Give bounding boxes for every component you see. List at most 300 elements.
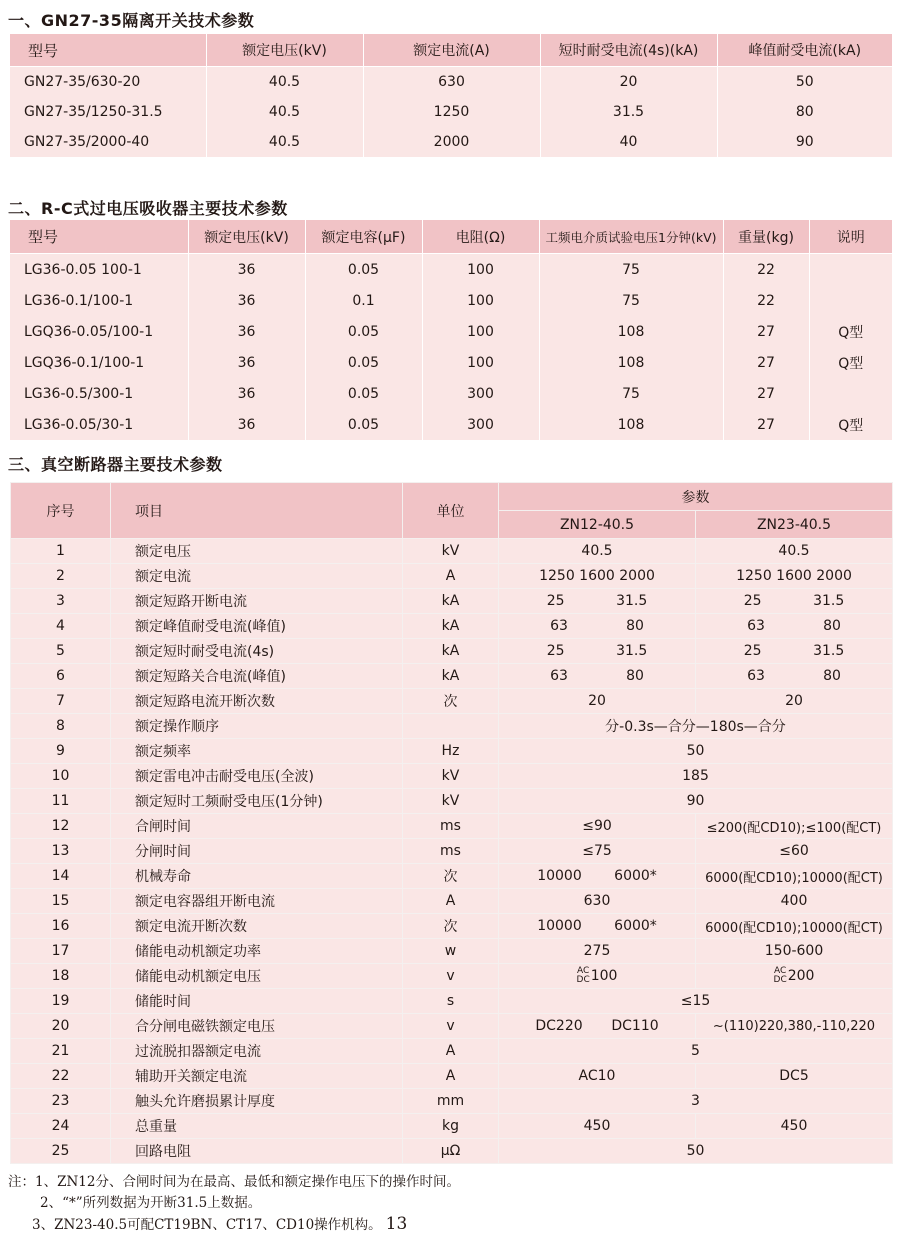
row-item: 机械寿命 [111,864,403,889]
table-cell: 108 [539,316,723,347]
table-cell: 100 [422,347,539,378]
row-number: 14 [11,864,111,889]
table-cell: 80 [717,97,892,127]
table-row [10,347,892,378]
table-row [11,564,893,589]
table-row [11,989,893,1014]
column-header-model-a: ZN12-40.5 [499,511,696,539]
cell-value: 6000* [614,868,657,884]
row-number: 9 [11,739,111,764]
table-cell: 2000 [363,127,540,157]
table-cell: 36 [188,378,305,409]
table-cell-merged: 90 [499,789,893,814]
row-unit: ms [403,814,499,839]
row-item: 过流脱扣器额定电流 [111,1039,403,1064]
table-cell-merged: 50 [499,1139,893,1164]
cell-value: 400 [780,893,808,909]
table-header-row [11,483,893,511]
table-cell-a [499,814,696,839]
row-number: 16 [11,914,111,939]
row-item: 额定电压 [111,539,403,564]
table-row [11,614,893,639]
table-cell-a [499,964,696,989]
table-row [10,127,892,157]
row-unit: kA [403,664,499,689]
table-cell-merged: 分-0.3s—合分—180s—合分 [499,714,893,739]
footnote-3: 3、ZN23-40.5可配CT19BN、CT17、CD10操作机构。 [32,1217,382,1233]
table-cell: 36 [188,409,305,440]
table-cell: 50 [717,67,892,98]
row-unit: s [403,989,499,1014]
cell-value: 80 [823,618,841,634]
table-cell: 300 [422,409,539,440]
table-cell: 100 [422,285,539,316]
column-header-unit: 单位 [403,483,499,539]
table-cell [809,378,892,409]
section2-title: 二、R-C式过电压吸收器主要技术参数 [8,199,288,218]
cell-values [696,643,892,659]
cell-value: 200 [787,968,815,984]
row-unit: 次 [403,864,499,889]
row-number: 7 [11,689,111,714]
table-cell-merged: 185 [499,764,893,789]
column-header: 电阻(Ω) [422,220,539,254]
table-row [10,67,892,98]
cell-value: 25 [743,643,762,659]
table-cell-a [499,864,696,889]
table-cell: 300 [422,378,539,409]
row-item: 额定电流 [111,564,403,589]
table-row [10,254,892,286]
column-header-item: 项目 [111,483,403,539]
footnote-3-line [8,1214,460,1236]
table-row [11,839,893,864]
table-cell: 20 [540,67,717,98]
acdc-label [577,967,590,985]
cell-value: 40.5 [778,543,810,559]
column-header: 型号 [10,220,188,254]
table-cell: GN27-35/1250-31.5 [10,97,206,127]
row-unit: kV [403,539,499,564]
row-item: 额定短路关合电流(峰值) [111,664,403,689]
cell-values [499,668,695,684]
cell-value: 450 [780,1118,808,1134]
table-cell: Q型 [809,409,892,440]
table-cell-b [696,1014,893,1039]
row-unit: A [403,889,499,914]
row-item: 额定电流开断次数 [111,914,403,939]
table-cell-a [499,939,696,964]
table-cell: 40 [540,127,717,157]
column-header: 工频电介质试验电压1分钟(kV) [539,220,723,254]
row-number: 13 [11,839,111,864]
rc-absorber-spec-table [10,220,892,440]
table-row [11,664,893,689]
table-cell: LG36-0.05 100-1 [10,254,188,286]
row-item: 回路电阻 [111,1139,403,1164]
table-cell: 27 [723,409,809,440]
table-cell: 630 [363,67,540,98]
row-item: 额定短路开断电流 [111,589,403,614]
table-cell: 22 [723,285,809,316]
cell-value: ≤75 [582,843,612,859]
row-item: 分闸时间 [111,839,403,864]
table-cell: 0.05 [305,378,422,409]
table-cell-b [696,589,893,614]
table-cell-b [696,614,893,639]
table-cell-a [499,1014,696,1039]
cell-value: 80 [626,668,644,684]
footnotes [8,1172,460,1236]
table-cell-a [499,839,696,864]
cell-value: 6000(配CD10);10000(配CT) [705,870,883,886]
table-cell [809,285,892,316]
table-cell: 75 [539,254,723,286]
footnote-1: 注：1、ZN12分、合闸时间为在最高、最低和额定操作电压下的操作时间。 [8,1174,460,1190]
table-row [11,1139,893,1164]
table-row [11,714,893,739]
column-header: 额定电流(A) [363,34,540,67]
table-cell: 31.5 [540,97,717,127]
row-unit: mm [403,1089,499,1114]
row-unit: kA [403,614,499,639]
section3-title: 三、真空断路器主要技术参数 [8,455,223,474]
table-cell: 36 [188,254,305,286]
table-row [11,764,893,789]
table-cell-merged: ≤15 [499,989,893,1014]
table-cell: 36 [188,285,305,316]
cell-value: ≤90 [582,818,612,834]
row-number: 2 [11,564,111,589]
row-item: 额定频率 [111,739,403,764]
cell-value: 80 [626,618,644,634]
row-number: 12 [11,814,111,839]
column-header: 说明 [809,220,892,254]
table-cell: 36 [188,316,305,347]
table-row [11,889,893,914]
row-unit: Hz [403,739,499,764]
cell-value: 31.5 [616,593,648,609]
row-number: 8 [11,714,111,739]
cell-value: 25 [546,593,565,609]
table-cell-b [696,639,893,664]
table-cell-b [696,814,893,839]
table-cell: GN27-35/2000-40 [10,127,206,157]
row-number: 6 [11,664,111,689]
table-cell: 22 [723,254,809,286]
table-row [11,1014,893,1039]
table-cell-b [696,939,893,964]
column-header-model-b: ZN23-40.5 [696,511,893,539]
row-number: 17 [11,939,111,964]
cell-value: 80 [823,668,841,684]
cell-value: 450 [583,1118,611,1134]
row-item: 总重量 [111,1114,403,1139]
table-cell: 36 [188,347,305,378]
row-unit: A [403,1039,499,1064]
cell-value: 25 [546,643,565,659]
cell-values [499,643,695,659]
row-item: 额定雷电冲击耐受电压(全波) [111,764,403,789]
row-number: 19 [11,989,111,1014]
table-cell: Q型 [809,347,892,378]
row-item: 合分闸电磁铁额定电压 [111,1014,403,1039]
row-item: 合闸时间 [111,814,403,839]
table-cell-b [696,839,893,864]
table-cell-b [696,664,893,689]
row-number: 18 [11,964,111,989]
table-cell-b [696,864,893,889]
table-cell: 27 [723,347,809,378]
table-cell: LGQ36-0.1/100-1 [10,347,188,378]
cell-value: 6000* [614,918,657,934]
cell-value: ~(110)220,380,-110,220 [712,1018,876,1034]
cell-value: ≤60 [779,843,809,859]
table-cell: 90 [717,127,892,157]
cell-values [499,918,695,934]
table-row [11,814,893,839]
table-cell: 108 [539,409,723,440]
row-number: 5 [11,639,111,664]
table-cell: 100 [422,316,539,347]
cell-value: 40.5 [581,543,613,559]
acdc-label [774,967,787,985]
row-unit: w [403,939,499,964]
cell-value: 31.5 [813,593,845,609]
row-unit: kA [403,589,499,614]
table-cell-a [499,889,696,914]
cell-value: 1250 1600 2000 [539,568,655,584]
cell-value: 63 [550,618,568,634]
table-header-row [10,220,892,254]
row-number: 24 [11,1114,111,1139]
row-number: 10 [11,764,111,789]
table-row [10,378,892,409]
acdc-text: AC [576,966,590,976]
row-unit: ms [403,839,499,864]
gn27-spec-table [10,34,892,157]
table-cell: LGQ36-0.05/100-1 [10,316,188,347]
table-row [11,914,893,939]
cell-value: 63 [550,668,568,684]
table-cell-a [499,589,696,614]
column-header: 型号 [10,34,206,67]
row-item: 储能电动机额定功率 [111,939,403,964]
row-number: 20 [11,1014,111,1039]
cell-value: DC110 [611,1018,659,1034]
table-cell: 40.5 [206,67,363,98]
table-row [11,739,893,764]
table-cell: 100 [422,254,539,286]
table-row [11,939,893,964]
table-row [11,864,893,889]
cell-values [499,868,695,884]
cell-values [696,593,892,609]
table-cell-a [499,564,696,589]
table-cell-merged: 3 [499,1089,893,1114]
table-cell-a [499,614,696,639]
table-row [10,316,892,347]
row-unit: A [403,564,499,589]
cell-value: 6000(配CD10);10000(配CT) [705,920,883,936]
acdc-text: DC [576,975,590,985]
table-cell: 27 [723,316,809,347]
cell-value: ≤200(配CD10);≤100(配CT) [706,820,882,836]
row-number: 3 [11,589,111,614]
cell-value: 10000 [537,918,582,934]
page-number: 13 [385,1214,408,1234]
cell-value: AC10 [578,1068,616,1084]
column-header: 峰值耐受电流(kA) [717,34,892,67]
table-cell: 0.05 [305,409,422,440]
row-number: 21 [11,1039,111,1064]
cell-value: 25 [743,593,762,609]
table-row [11,789,893,814]
cell-value: 31.5 [813,643,845,659]
cell-value: 100 [590,968,618,984]
table-cell-b [696,914,893,939]
column-header: 额定电容(μF) [305,220,422,254]
row-number: 11 [11,789,111,814]
row-unit: kV [403,764,499,789]
cell-values [696,618,892,634]
row-unit: kg [403,1114,499,1139]
cell-value: 31.5 [616,643,648,659]
table-cell: 108 [539,347,723,378]
cell-value: 10000 [537,868,582,884]
row-item: 额定峰值耐受电流(峰值) [111,614,403,639]
table-cell-a [499,1114,696,1139]
table-row [10,97,892,127]
column-header: 重量(kg) [723,220,809,254]
section1-title: 一、GN27-35隔离开关技术参数 [8,11,255,30]
acdc-text: DC [773,975,787,985]
footnote-2: 2、“*”所列数据为开断31.5上数据。 [40,1195,262,1211]
table-cell: 27 [723,378,809,409]
table-cell: 40.5 [206,127,363,157]
table-cell-a [499,914,696,939]
column-header: 短时耐受电流(4s)(kA) [540,34,717,67]
table-cell: 1250 [363,97,540,127]
cell-value: 630 [583,893,611,909]
row-unit: 次 [403,914,499,939]
table-cell-a [499,1064,696,1089]
row-unit [403,714,499,739]
table-cell-b [696,889,893,914]
table-cell-b [696,1114,893,1139]
table-row [11,539,893,564]
table-row [11,689,893,714]
row-item: 储能时间 [111,989,403,1014]
column-header-no: 序号 [11,483,111,539]
row-item: 额定短路电流开断次数 [111,689,403,714]
cell-values [499,618,695,634]
cell-value: DC220 [535,1018,583,1034]
row-item: 辅助开关额定电流 [111,1064,403,1089]
vacuum-breaker-spec-table [10,482,893,1164]
table-cell-b [696,964,893,989]
table-cell: 0.05 [305,347,422,378]
row-unit: kV [403,789,499,814]
row-number: 22 [11,1064,111,1089]
table-row [10,409,892,440]
cell-values [499,1018,695,1034]
table-cell: LG36-0.5/300-1 [10,378,188,409]
table-cell-a [499,664,696,689]
table-cell-a [499,689,696,714]
row-item: 额定短时工频耐受电压(1分钟) [111,789,403,814]
table-cell-b [696,689,893,714]
cell-values [499,593,695,609]
table-cell: LG36-0.05/30-1 [10,409,188,440]
cell-value: 20 [588,693,606,709]
row-number: 15 [11,889,111,914]
acdc-text: AC [773,966,787,976]
table-cell: LG36-0.1/100-1 [10,285,188,316]
row-item: 触头允许磨损累计厚度 [111,1089,403,1114]
table-cell-a [499,539,696,564]
cell-values [696,668,892,684]
cell-value: 275 [583,943,611,959]
table-cell: 75 [539,378,723,409]
column-header: 额定电压(kV) [188,220,305,254]
row-item: 额定电容器组开断电流 [111,889,403,914]
cell-value: 1250 1600 2000 [736,568,852,584]
row-number: 1 [11,539,111,564]
cell-value: 150-600 [764,943,824,959]
row-item: 储能电动机额定电压 [111,964,403,989]
cell-value: 63 [747,668,765,684]
cell-value: 63 [747,618,765,634]
table-cell-merged: 5 [499,1039,893,1064]
row-unit: kA [403,639,499,664]
row-number: 25 [11,1139,111,1164]
cell-value: DC5 [779,1068,809,1084]
table-row [11,964,893,989]
table-cell: GN27-35/630-20 [10,67,206,98]
row-unit: A [403,1064,499,1089]
table-cell-b [696,539,893,564]
table-header-row [10,34,892,67]
row-unit: v [403,964,499,989]
row-unit: μΩ [403,1139,499,1164]
table-row [10,285,892,316]
table-cell: 40.5 [206,97,363,127]
table-row [11,1064,893,1089]
row-item: 额定短时耐受电流(4s) [111,639,403,664]
cell-value: 20 [785,693,803,709]
row-item: 额定操作顺序 [111,714,403,739]
table-cell-b [696,564,893,589]
row-unit: 次 [403,689,499,714]
row-number: 4 [11,614,111,639]
column-header-params: 参数 [499,483,893,511]
table-row [11,589,893,614]
table-cell: 0.05 [305,316,422,347]
table-cell: Q型 [809,316,892,347]
table-cell-b [696,1064,893,1089]
table-cell-merged: 50 [499,739,893,764]
table-cell [809,254,892,286]
table-row [11,639,893,664]
row-unit: v [403,1014,499,1039]
table-row [11,1039,893,1064]
table-row [11,1114,893,1139]
table-row [11,1089,893,1114]
column-header: 额定电压(kV) [206,34,363,67]
row-number: 23 [11,1089,111,1114]
table-cell: 75 [539,285,723,316]
